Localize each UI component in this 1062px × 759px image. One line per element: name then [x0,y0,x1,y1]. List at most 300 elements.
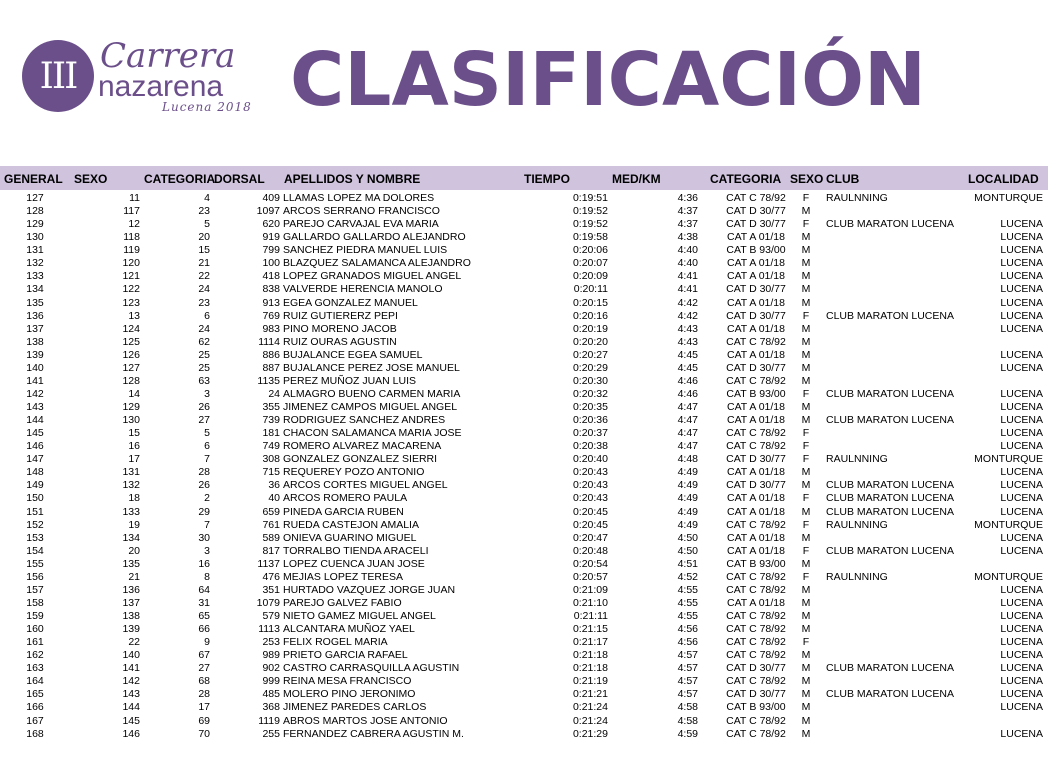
table-row [0,532,1062,545]
table-row [0,349,1062,362]
cell-sexo-code: F [802,492,810,505]
cell-categoria: 70 [198,727,210,740]
table-row [0,519,1062,532]
cell-club: CLUB MARATON LUCENA [826,662,954,675]
cell-sexo: 135 [122,557,140,570]
cell-tiempo: 0:20:40 [572,453,608,466]
cell-general: 156 [26,570,44,583]
cell-sexo: 132 [122,479,140,492]
cell-club: CLUB MARATON LUCENA [826,505,954,518]
cell-nombre: EGEA GONZALEZ MANUEL [283,296,418,309]
cell-categoria-code: CAT C 78/92 [726,675,786,688]
cell-categoria: 2 [204,492,210,505]
cell-medkm: 4:42 [677,296,698,309]
table-row [0,297,1062,310]
cell-general: 155 [26,557,44,570]
table-row [0,728,1062,741]
header-tiempo: TIEMPO [524,172,571,186]
cell-dorsal: 989 [262,649,280,662]
cell-sexo: 129 [122,401,140,413]
cell-tiempo: 0:19:58 [572,231,608,244]
cell-dorsal: 913 [262,296,280,309]
cell-nombre: PAREJO GALVEZ FABIO [283,596,402,609]
cell-sexo: 123 [122,296,140,309]
cell-categoria: 15 [198,244,210,257]
cell-sexo-code: M [801,610,811,622]
cell-sexo: 11 [129,192,140,204]
cell-medkm: 4:58 [677,714,698,727]
cell-dorsal: 253 [262,636,280,649]
cell-categoria-code: CAT C 78/92 [726,335,786,348]
cell-sexo: 124 [122,322,140,335]
table-row [0,688,1062,701]
cell-nombre: LOPEZ CUENCA JUAN JOSE [283,557,425,570]
cell-sexo: 18 [128,492,140,505]
cell-general: 151 [26,505,44,518]
cell-tiempo: 0:21:18 [572,649,608,662]
cell-nombre: BUJALANCE PEREZ JOSE MANUEL [283,361,460,374]
table-row [0,310,1062,323]
cell-categoria: 28 [198,466,210,479]
cell-categoria: 25 [198,361,210,374]
cell-sexo: 140 [122,649,140,662]
cell-categoria-code: CAT C 78/92 [726,374,786,387]
cell-localidad: LUCENA [1000,649,1043,662]
cell-categoria-code: CAT A 01/18 [727,596,785,609]
cell-general: 152 [26,518,44,531]
cell-categoria: 3 [204,544,210,557]
table-row [0,571,1062,584]
cell-categoria-code: CAT A 01/18 [727,401,785,413]
cell-categoria-code: CAT A 01/18 [727,348,785,361]
cell-sexo-code: M [801,479,811,492]
table-row [0,675,1062,688]
cell-nombre: PAREJO CARVAJAL EVA MARIA [283,218,439,231]
table-row [0,192,1062,205]
cell-club: CLUB MARATON LUCENA [826,688,954,701]
header-general: GENERAL [4,172,63,186]
cell-categoria: 27 [198,662,210,675]
cell-general: 145 [26,427,44,440]
cell-nombre: BUJALANCE EGEA SAMUEL [283,348,423,361]
cell-medkm: 4:52 [677,570,698,583]
cell-tiempo: 0:20:20 [572,335,608,348]
cell-club: RAULNNING [826,518,888,531]
table-row [0,466,1062,479]
cell-categoria: 4 [204,192,210,204]
cell-club: CLUB MARATON LUCENA [826,218,954,231]
cell-general: 159 [26,610,44,622]
cell-nombre: PINO MORENO JACOB [283,322,397,335]
cell-categoria-code: CAT A 01/18 [727,322,785,335]
cell-medkm: 4:58 [677,701,698,714]
cell-sexo-code: F [802,570,810,583]
cell-sexo-code: M [801,296,811,309]
cell-medkm: 4:48 [677,453,698,466]
cell-dorsal: 887 [262,361,280,374]
cell-dorsal: 799 [262,244,280,257]
cell-general: 157 [26,583,44,596]
cell-sexo: 127 [122,361,140,374]
cell-localidad: LUCENA [1000,440,1043,453]
cell-sexo: 22 [128,636,140,649]
table-row [0,623,1062,636]
cell-sexo-code: M [801,244,811,257]
cell-dorsal: 40 [268,492,280,505]
header-sexo2: SEXO [790,172,824,186]
cell-categoria: 26 [198,479,210,492]
cell-categoria-code: CAT C 78/92 [726,714,786,727]
cell-nombre: LLAMAS LOPEZ MA DOLORES [283,192,435,204]
cell-categoria: 64 [198,583,210,596]
cell-categoria-code: CAT C 78/92 [726,518,786,531]
cell-nombre: ARCOS CORTES MIGUEL ANGEL [283,479,448,492]
cell-nombre: RUIZ OURAS AGUSTIN [283,335,397,348]
cell-tiempo: 0:21:19 [572,675,608,688]
cell-nombre: LOPEZ GRANADOS MIGUEL ANGEL [283,270,462,283]
cell-localidad: LUCENA [1000,244,1043,257]
cell-sexo-code: M [801,466,811,479]
cell-localidad: LUCENA [1000,623,1043,636]
cell-sexo: 145 [122,714,140,727]
cell-general: 139 [26,348,44,361]
cell-sexo: 125 [122,335,140,348]
cell-dorsal: 355 [262,401,280,413]
cell-localidad: LUCENA [1000,636,1043,649]
cell-medkm: 4:56 [677,636,698,649]
cell-sexo: 131 [122,466,140,479]
cell-tiempo: 0:21:09 [572,583,608,596]
table-row [0,362,1062,375]
cell-sexo-code: M [801,701,811,714]
table-row [0,257,1062,270]
cell-categoria: 66 [198,623,210,636]
cell-localidad: LUCENA [1000,401,1043,413]
page-title: CLASIFICACIÓN [290,37,926,123]
cell-localidad: LUCENA [1000,727,1043,740]
cell-tiempo: 0:20:43 [572,466,608,479]
cell-categoria: 8 [204,570,210,583]
cell-tiempo: 0:20:30 [572,374,608,387]
cell-categoria: 25 [198,348,210,361]
cell-localidad: MONTURQUE [974,192,1043,204]
cell-dorsal: 255 [262,727,280,740]
header-medkm: MED/KM [612,172,661,186]
cell-dorsal: 983 [262,322,280,335]
cell-categoria-code: CAT C 78/92 [726,623,786,636]
cell-general: 168 [26,727,44,740]
cell-medkm: 4:49 [677,479,698,492]
cell-categoria: 23 [198,296,210,309]
cell-categoria-code: CAT C 78/92 [726,440,786,453]
cell-categoria: 22 [198,270,210,283]
cell-localidad: LUCENA [1000,610,1043,622]
cell-medkm: 4:43 [677,335,698,348]
cell-tiempo: 0:20:27 [572,348,608,361]
cell-tiempo: 0:20:35 [572,401,608,413]
table-row [0,492,1062,505]
cell-nombre: RUIZ GUTIERERZ PEPI [283,309,398,322]
cell-medkm: 4:55 [677,610,698,622]
cell-categoria-code: CAT A 01/18 [727,231,785,244]
cell-nombre: PRIETO GARCIA RAFAEL [283,649,408,662]
cell-medkm: 4:59 [677,727,698,740]
cell-categoria-code: CAT C 78/92 [726,636,786,649]
cell-localidad: LUCENA [1000,283,1043,296]
cell-general: 148 [26,466,44,479]
cell-sexo-code: M [801,583,811,596]
cell-sexo-code: F [802,636,810,649]
cell-general: 146 [26,440,44,453]
cell-categoria: 27 [198,414,210,427]
table-row [0,597,1062,610]
cell-medkm: 4:47 [677,427,698,440]
cell-dorsal: 919 [262,231,280,244]
cell-nombre: HURTADO VAZQUEZ JORGE JUAN [283,583,456,596]
cell-categoria-code: CAT D 30/77 [726,453,786,466]
cell-sexo: 16 [128,440,140,453]
cell-medkm: 4:57 [677,688,698,701]
cell-nombre: SANCHEZ PIEDRA MANUEL LUIS [283,244,448,257]
table-row [0,440,1062,453]
cell-medkm: 4:45 [677,361,698,374]
cell-sexo: 14 [128,387,140,400]
table-row [0,479,1062,492]
cell-general: 128 [26,205,44,218]
table-row [0,270,1062,283]
cell-dorsal: 36 [268,479,280,492]
cell-medkm: 4:37 [677,218,698,231]
cell-nombre: TORRALBO TIENDA ARACELI [283,544,429,557]
cell-categoria: 23 [198,205,210,218]
cell-tiempo: 0:20:07 [572,257,608,270]
cell-dorsal: 485 [262,688,280,701]
cell-tiempo: 0:20:09 [572,270,608,283]
table-row [0,414,1062,427]
cell-localidad: LUCENA [1000,596,1043,609]
cell-categoria: 24 [198,283,210,296]
cell-nombre: FELIX ROGEL MARIA [283,636,388,649]
cell-categoria: 67 [198,649,210,662]
cell-dorsal: 1113 [258,623,280,636]
cell-categoria: 30 [198,531,210,544]
cell-localidad: LUCENA [1000,479,1043,492]
cell-localidad: LUCENA [1000,427,1043,440]
cell-sexo: 146 [122,727,140,740]
cell-localidad: LUCENA [1000,675,1043,688]
cell-categoria: 62 [198,335,210,348]
cell-medkm: 4:49 [677,518,698,531]
header-dorsal: DORSAL [214,172,265,186]
cell-dorsal: 351 [262,583,280,596]
cell-sexo: 139 [122,623,140,636]
cell-localidad: LUCENA [1000,296,1043,309]
cell-tiempo: 0:20:45 [572,505,608,518]
cell-general: 127 [26,192,44,204]
cell-tiempo: 0:21:15 [572,623,608,636]
cell-localidad: LUCENA [1000,662,1043,675]
cell-categoria-code: CAT D 30/77 [726,662,786,675]
cell-club: CLUB MARATON LUCENA [826,414,954,427]
cell-sexo-code: F [802,440,810,453]
cell-categoria: 5 [204,427,210,440]
cell-nombre: FERNANDEZ CABRERA AGUSTIN M. [283,727,464,740]
cell-localidad: LUCENA [1000,466,1043,479]
cell-sexo-code: F [802,309,810,322]
cell-dorsal: 761 [262,518,280,531]
cell-categoria-code: CAT D 30/77 [726,218,786,231]
cell-dorsal: 659 [262,505,280,518]
cell-localidad: MONTURQUE [974,570,1043,583]
cell-sexo: 141 [122,662,140,675]
cell-sexo-code: F [802,518,810,531]
cell-general: 136 [26,309,44,322]
cell-dorsal: 308 [262,453,280,466]
cell-tiempo: 0:20:38 [572,440,608,453]
cell-categoria-code: CAT B 93/00 [726,557,786,570]
cell-general: 158 [26,596,44,609]
cell-sexo: 21 [128,570,140,583]
cell-tiempo: 0:21:24 [572,714,608,727]
cell-tiempo: 0:21:10 [572,596,608,609]
race-logo [22,38,272,128]
cell-tiempo: 0:20:19 [572,322,608,335]
cell-sexo-code: F [802,192,810,204]
cell-general: 164 [26,675,44,688]
cell-medkm: 4:36 [677,192,698,204]
cell-medkm: 4:50 [677,544,698,557]
table-row [0,244,1062,257]
cell-nombre: ALMAGRO BUENO CARMEN MARIA [283,387,461,400]
cell-sexo: 17 [128,453,140,466]
table-row [0,610,1062,623]
cell-dorsal: 1079 [256,596,280,609]
cell-categoria: 65 [198,610,210,622]
cell-sexo: 13 [128,309,140,322]
cell-dorsal: 749 [262,440,280,453]
cell-general: 132 [26,257,44,270]
cell-dorsal: 476 [262,570,280,583]
cell-general: 166 [26,701,44,714]
cell-sexo-code: M [801,531,811,544]
cell-general: 160 [26,623,44,636]
cell-general: 167 [26,714,44,727]
cell-categoria-code: CAT C 78/92 [726,610,786,622]
cell-categoria-code: CAT A 01/18 [727,466,785,479]
cell-medkm: 4:37 [677,205,698,218]
cell-medkm: 4:55 [677,583,698,596]
cell-sexo-code: M [801,596,811,609]
table-row [0,205,1062,218]
table-row [0,401,1062,414]
cell-localidad: LUCENA [1000,531,1043,544]
cell-sexo-code: M [801,505,811,518]
cell-categoria-code: CAT D 30/77 [726,205,786,218]
cell-localidad: LUCENA [1000,322,1043,335]
cell-tiempo: 0:19:51 [572,192,608,204]
table-row [0,218,1062,231]
cell-localidad: LUCENA [1000,270,1043,283]
cell-general: 140 [26,361,44,374]
cell-general: 133 [26,270,44,283]
header-sexo: SEXO [74,172,108,186]
cell-dorsal: 368 [262,701,280,714]
cell-club: RAULNNING [826,453,888,466]
cell-club: CLUB MARATON LUCENA [826,492,954,505]
cell-sexo: 143 [122,688,140,701]
cell-categoria: 24 [198,322,210,335]
cell-categoria-code: CAT B 93/00 [726,387,786,400]
cell-medkm: 4:55 [677,596,698,609]
cell-sexo: 126 [122,348,140,361]
cell-tiempo: 0:20:37 [572,427,608,440]
cell-sexo-code: M [801,623,811,636]
table-row [0,636,1062,649]
cell-medkm: 4:56 [677,623,698,636]
cell-localidad: LUCENA [1000,348,1043,361]
cell-club: RAULNNING [826,192,888,204]
cell-general: 149 [26,479,44,492]
cell-categoria: 28 [198,688,210,701]
cell-sexo-code: M [801,675,811,688]
cell-tiempo: 0:20:06 [572,244,608,257]
cell-sexo-code: M [801,414,811,427]
cell-categoria-code: CAT D 30/77 [726,479,786,492]
cell-medkm: 4:49 [677,466,698,479]
cell-sexo-code: F [802,427,810,440]
cell-nombre: MEJIAS LOPEZ TERESA [283,570,404,583]
cell-categoria-code: CAT A 01/18 [727,505,785,518]
cell-medkm: 4:41 [677,270,698,283]
cell-medkm: 4:47 [677,401,698,413]
cell-general: 144 [26,414,44,427]
cell-sexo: 15 [128,427,140,440]
cell-sexo: 144 [122,701,140,714]
cell-dorsal: 886 [262,348,280,361]
table-row [0,427,1062,440]
cell-localidad: MONTURQUE [974,453,1043,466]
table-row [0,649,1062,662]
cell-localidad: LUCENA [1000,231,1043,244]
cell-dorsal: 181 [262,427,280,440]
cell-nombre: CHACON SALAMANCA MARIA JOSE [283,427,462,440]
cell-localidad: LUCENA [1000,544,1043,557]
cell-sexo-code: M [801,283,811,296]
cell-general: 162 [26,649,44,662]
logo-roman-numeral: III [22,40,94,112]
cell-sexo-code: M [801,727,811,740]
cell-categoria-code: CAT A 01/18 [727,257,785,270]
table-row [0,662,1062,675]
cell-categoria-code: CAT A 01/18 [727,492,785,505]
cell-nombre: ABROS MARTOS JOSE ANTONIO [283,714,448,727]
cell-categoria: 26 [198,401,210,413]
cell-dorsal: 715 [262,466,280,479]
cell-sexo: 119 [123,244,140,257]
cell-categoria-code: CAT C 78/92 [726,192,786,204]
cell-sexo: 142 [122,675,140,688]
cell-general: 161 [26,636,44,649]
cell-sexo-code: F [802,218,810,231]
cell-categoria-code: CAT C 78/92 [726,427,786,440]
cell-nombre: PINEDA GARCIA RUBEN [283,505,404,518]
cell-localidad: LUCENA [1000,492,1043,505]
cell-dorsal: 620 [262,218,280,231]
cell-sexo-code: M [801,348,811,361]
cell-categoria-code: CAT C 78/92 [726,649,786,662]
cell-medkm: 4:46 [677,387,698,400]
cell-nombre: ARCOS ROMERO PAULA [283,492,408,505]
